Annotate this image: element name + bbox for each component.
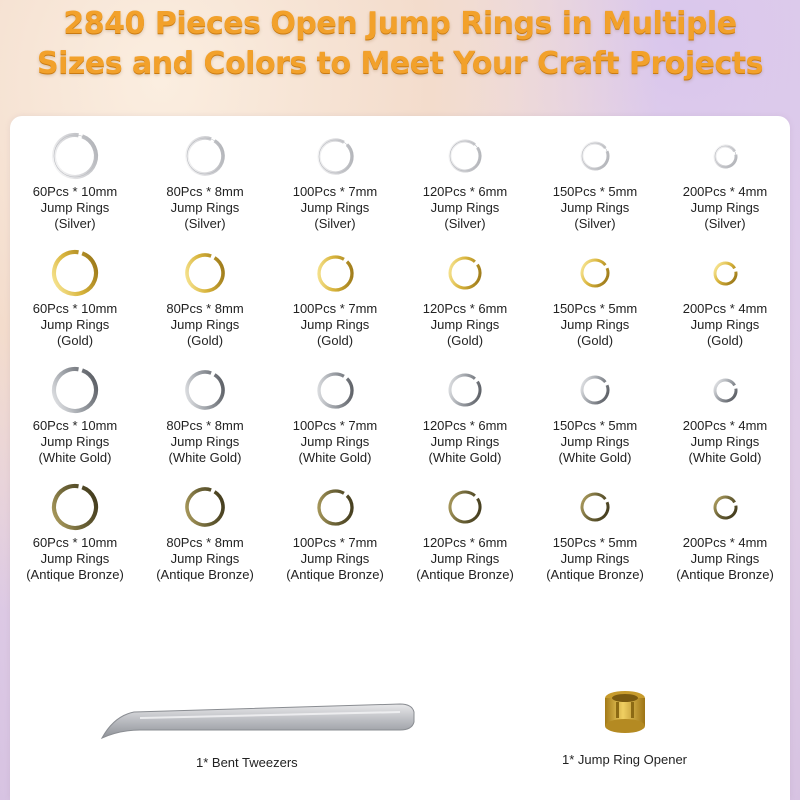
jump-ring-image: [315, 253, 356, 294]
jump-ring-count: 120Pcs * 6mm: [422, 184, 508, 199]
jump-ring-name: Jump Rings: [170, 200, 240, 215]
jump-ring-name: Jump Rings: [300, 434, 370, 449]
jump-ring-count: 60Pcs * 10mm: [32, 418, 118, 433]
jump-ring-finish: (Gold): [316, 333, 354, 348]
jump-ring-label: [10, 184, 140, 232]
jump-ring-count: 200Pcs * 4mm: [682, 418, 768, 433]
jump-ring-count: 150Pcs * 5mm: [552, 301, 638, 316]
jump-ring-count: 150Pcs * 5mm: [552, 418, 638, 433]
jump-ring-finish: (White Gold): [428, 450, 502, 465]
jump-ring-finish: (Gold): [706, 333, 744, 348]
jump-ring-item: [270, 122, 400, 239]
jump-ring-item: [530, 356, 660, 473]
jump-ring-image: [183, 134, 227, 178]
jump-ring-finish: (Gold): [186, 333, 224, 348]
jump-ring-item: [10, 239, 140, 356]
jump-ring-finish: (White Gold): [298, 450, 372, 465]
jump-ring-name: Jump Rings: [170, 551, 240, 566]
jump-ring-item: [400, 239, 530, 356]
jump-ring-finish: (Silver): [704, 216, 746, 231]
jump-ring-count: 200Pcs * 4mm: [682, 535, 768, 550]
jump-ring-label: [10, 418, 140, 466]
jump-ring-name: Jump Rings: [690, 317, 760, 332]
jump-ring-item: [400, 356, 530, 473]
jump-ring-finish: (Silver): [444, 216, 486, 231]
jump-ring-label: [530, 418, 660, 466]
jump-ring-count: 60Pcs * 10mm: [32, 301, 118, 316]
jump-ring-item: [530, 473, 660, 590]
jump-ring-name: Jump Rings: [430, 551, 500, 566]
jump-ring-finish: (Silver): [54, 216, 96, 231]
jump-ring-label: [140, 418, 270, 466]
jump-ring-label: [270, 418, 400, 466]
jump-ring-count: 120Pcs * 6mm: [422, 301, 508, 316]
headline-line-2: Sizes and Colors to Meet Your Craft Projects: [37, 46, 763, 81]
jump-ring-name: Jump Rings: [300, 200, 370, 215]
jump-ring-label: [140, 301, 270, 349]
jump-ring-label: [400, 184, 530, 232]
jump-ring-count: 150Pcs * 5mm: [552, 535, 638, 550]
jump-ring-finish: (Antique Bronze): [286, 567, 384, 582]
jump-ring-image: [50, 482, 100, 532]
jump-ring-name: Jump Rings: [300, 551, 370, 566]
jump-ring-image: [711, 142, 740, 171]
jump-ring-image: [446, 254, 484, 292]
jump-ring-item: [660, 473, 790, 590]
jump-ring-item: [660, 122, 790, 239]
jump-ring-name: Jump Rings: [560, 317, 630, 332]
jump-ring-name: Jump Rings: [430, 434, 500, 449]
jump-ring-label: [660, 301, 790, 349]
jump-ring-finish: (Gold): [56, 333, 94, 348]
jump-ring-item: [140, 122, 270, 239]
jump-ring-finish: (Silver): [574, 216, 616, 231]
jump-ring-name: Jump Rings: [430, 200, 500, 215]
jump-ring-count: 200Pcs * 4mm: [682, 184, 768, 199]
jump-ring-image: [578, 256, 612, 290]
jump-ring-finish: (White Gold): [38, 450, 112, 465]
jump-ring-name: Jump Rings: [560, 551, 630, 566]
jump-ring-finish: (Antique Bronze): [156, 567, 254, 582]
jump-ring-label: [400, 535, 530, 583]
jump-ring-name: Jump Rings: [40, 317, 110, 332]
jump-ring-name: Jump Rings: [300, 317, 370, 332]
jump-ring-count: 120Pcs * 6mm: [422, 418, 508, 433]
jump-ring-count: 100Pcs * 7mm: [292, 535, 378, 550]
jump-ring-image: [50, 248, 100, 298]
jump-ring-count: 60Pcs * 10mm: [32, 184, 118, 199]
jump-ring-count: 60Pcs * 10mm: [32, 535, 118, 550]
jump-ring-count: 100Pcs * 7mm: [292, 184, 378, 199]
jump-ring-item: [530, 239, 660, 356]
jump-ring-image: [711, 259, 740, 288]
jump-ring-item: [140, 473, 270, 590]
jump-ring-item: [660, 239, 790, 356]
jump-ring-label: [270, 535, 400, 583]
jump-ring-finish: (Gold): [446, 333, 484, 348]
jump-ring-grid: [10, 122, 790, 590]
jump-ring-finish: (Antique Bronze): [546, 567, 644, 582]
jump-ring-item: [10, 356, 140, 473]
jump-ring-item: [660, 356, 790, 473]
jump-ring-count: 100Pcs * 7mm: [292, 418, 378, 433]
jump-ring-name: Jump Rings: [690, 434, 760, 449]
jump-ring-label: [660, 418, 790, 466]
jump-ring-item: [270, 473, 400, 590]
jump-ring-image: [50, 365, 100, 415]
jump-ring-image: [315, 370, 356, 411]
jump-ring-name: Jump Rings: [40, 200, 110, 215]
jump-ring-label: [660, 184, 790, 232]
jump-ring-name: Jump Rings: [40, 551, 110, 566]
jump-ring-label: [400, 418, 530, 466]
jump-ring-name: Jump Rings: [560, 434, 630, 449]
jump-ring-count: 150Pcs * 5mm: [552, 184, 638, 199]
jump-ring-name: Jump Rings: [560, 200, 630, 215]
jump-ring-name: Jump Rings: [40, 434, 110, 449]
jump-ring-item: [10, 122, 140, 239]
jump-ring-image: [183, 251, 227, 295]
jump-ring-image: [578, 139, 612, 173]
jump-ring-label: [140, 184, 270, 232]
jump-ring-image: [711, 493, 740, 522]
opener-label: 1* Jump Ring Opener: [562, 752, 688, 767]
jump-ring-image: [183, 368, 227, 412]
jump-ring-image: [446, 137, 484, 175]
jump-ring-item: [400, 122, 530, 239]
jump-ring-finish: (Antique Bronze): [26, 567, 124, 582]
jump-ring-opener-image: [600, 688, 650, 738]
jump-ring-image: [578, 373, 612, 407]
jump-ring-item: [530, 122, 660, 239]
jump-ring-image: [446, 371, 484, 409]
jump-ring-finish: (Antique Bronze): [416, 567, 514, 582]
jump-ring-name: Jump Rings: [170, 317, 240, 332]
headline-line-1: 2840 Pieces Open Jump Rings in Multiple: [63, 6, 737, 41]
jump-ring-count: 200Pcs * 4mm: [682, 301, 768, 316]
jump-ring-count: 80Pcs * 8mm: [166, 535, 244, 550]
jump-ring-name: Jump Rings: [430, 317, 500, 332]
jump-ring-image: [50, 131, 100, 181]
jump-ring-count: 80Pcs * 8mm: [166, 301, 244, 316]
jump-ring-item: [270, 356, 400, 473]
tools-section: [0, 680, 800, 800]
jump-ring-label: [270, 301, 400, 349]
jump-ring-item: [400, 473, 530, 590]
jump-ring-label: [530, 535, 660, 583]
jump-ring-finish: (Gold): [576, 333, 614, 348]
jump-ring-name: Jump Rings: [170, 434, 240, 449]
jump-ring-name: Jump Rings: [690, 200, 760, 215]
jump-ring-image: [183, 485, 227, 529]
jump-ring-image: [315, 487, 356, 528]
jump-ring-label: [530, 301, 660, 349]
jump-ring-finish: (Silver): [314, 216, 356, 231]
jump-ring-label: [140, 535, 270, 583]
jump-ring-count: 80Pcs * 8mm: [166, 418, 244, 433]
jump-ring-label: [10, 535, 140, 583]
jump-ring-image: [446, 488, 484, 526]
jump-ring-label: [530, 184, 660, 232]
tweezers-label: 1* Bent Tweezers: [196, 755, 298, 770]
jump-ring-label: [660, 535, 790, 583]
jump-ring-finish: (White Gold): [688, 450, 762, 465]
jump-ring-item: [140, 356, 270, 473]
jump-ring-name: Jump Rings: [690, 551, 760, 566]
jump-ring-image: [711, 376, 740, 405]
jump-ring-count: 100Pcs * 7mm: [292, 301, 378, 316]
jump-ring-count: 120Pcs * 6mm: [422, 535, 508, 550]
jump-ring-label: [10, 301, 140, 349]
bent-tweezers-image: [100, 696, 420, 744]
jump-ring-item: [140, 239, 270, 356]
headline: [0, 4, 800, 84]
jump-ring-item: [270, 239, 400, 356]
jump-ring-image: [315, 136, 356, 177]
jump-ring-finish: (Silver): [184, 216, 226, 231]
jump-ring-label: [400, 301, 530, 349]
jump-ring-image: [578, 490, 612, 524]
jump-ring-label: [270, 184, 400, 232]
jump-ring-finish: (White Gold): [168, 450, 242, 465]
jump-ring-count: 80Pcs * 8mm: [166, 184, 244, 199]
jump-ring-finish: (Antique Bronze): [676, 567, 774, 582]
jump-ring-item: [10, 473, 140, 590]
jump-ring-finish: (White Gold): [558, 450, 632, 465]
